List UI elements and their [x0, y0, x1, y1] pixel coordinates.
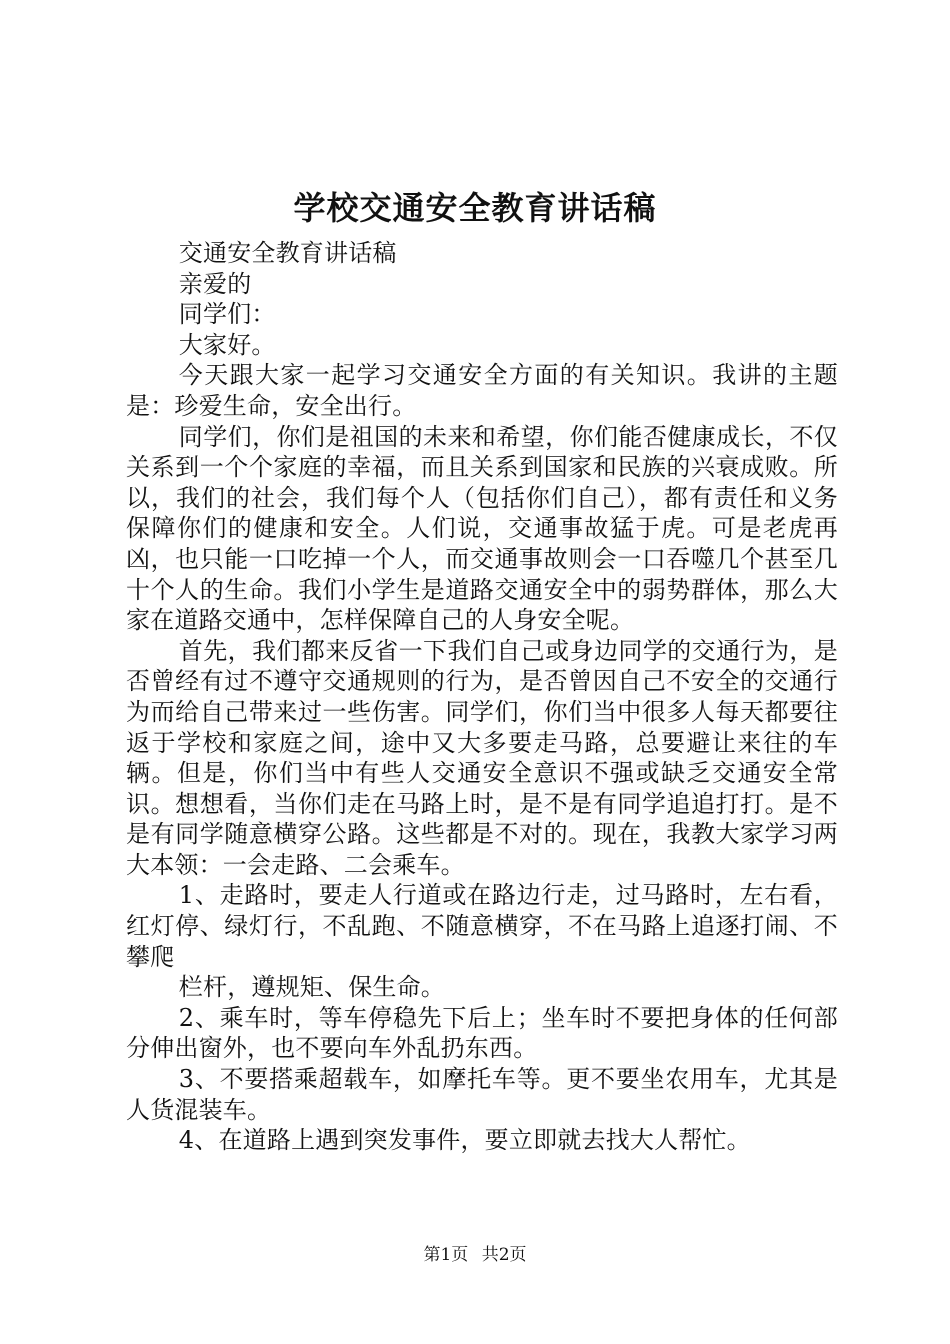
paragraph-greeting-1: 亲爱的: [178, 269, 252, 298]
paragraph-rule-1-cont: 栏杆，遵规矩、保生命。: [178, 973, 445, 1002]
document-body: [126, 238, 838, 1156]
page-total: 共2页: [481, 1245, 527, 1265]
paragraph-intro: 今天跟大家一起学习交通安全方面的有关知识。我讲的主题是：珍爱生命，安全出行。: [126, 361, 838, 420]
paragraph-rule-2: 2、乘车时，等车停稳先下后上；坐车时不要把身体的任何部分伸出窗外，也不要向车外乱扔东西。: [126, 1003, 838, 1063]
paragraph-heading: 交通安全教育讲话稿: [178, 239, 397, 267]
document-title: 学校交通安全教育讲话稿: [293, 189, 657, 227]
paragraph-rule-3: 3、不要搭乘超载车，如摩托车等。更不要坐农用车，尤其是人货混装车。: [126, 1065, 838, 1124]
page-number: 第1页: [423, 1245, 469, 1265]
paragraph-rule-1: 1、走路时，要走人行道或在路边行走，过马路时，左右看，红灯停、绿灯行，不乱跑、不随意横穿，不在马路上追逐打闹、不攀爬: [126, 881, 838, 971]
paragraph-body-1: 同学们，你们是祖国的未来和希望，你们能否健康成长，不仅关系到一个个家庭的幸福，而且关系到国家和民族的兴衰成败。所以，我们的社会，我们每个人（包括你们自己），都有责任和义务保障你们的健康和安全。人们说，交通事故猛于虎。可是老虎再凶，也只能一口吃掉一个人，而交通事故则会一口吞噬几个甚至几十个人的生命。我们小学生是道路交通安全中的弱势群体，那么大家在道路交通中，怎样保障自己的人身安全呢。: [126, 422, 838, 635]
paragraph-greeting-2: 同学们：: [178, 300, 276, 329]
paragraph-body-2: 首先，我们都来反省一下我们自己或身边同学的交通行为，是否曾经有过不遵守交通规则的行为，是否曾因自己不安全的交通行为而给自己带来过一些伤害。同学们，你们当中很多人每天都要往返于学校和家庭之间，途中又大多要走马路，总要避让来往的车辆。但是，你们当中有些人交通安全意识不强或缺乏交通安全常识。想想看，当你们走在马路上时，是不是有同学追追打打。是不是有同学随意横穿公路。这些都是不对的。现在，我教大家学习两大本领：一会走路、二会乘车。: [126, 636, 838, 879]
paragraph-rule-4: 4、在道路上遇到突发事件，要立即就去找大人帮忙。: [178, 1126, 751, 1155]
page-footer: [0, 1243, 950, 1267]
paragraph-greeting-3: 大家好。: [178, 330, 276, 359]
